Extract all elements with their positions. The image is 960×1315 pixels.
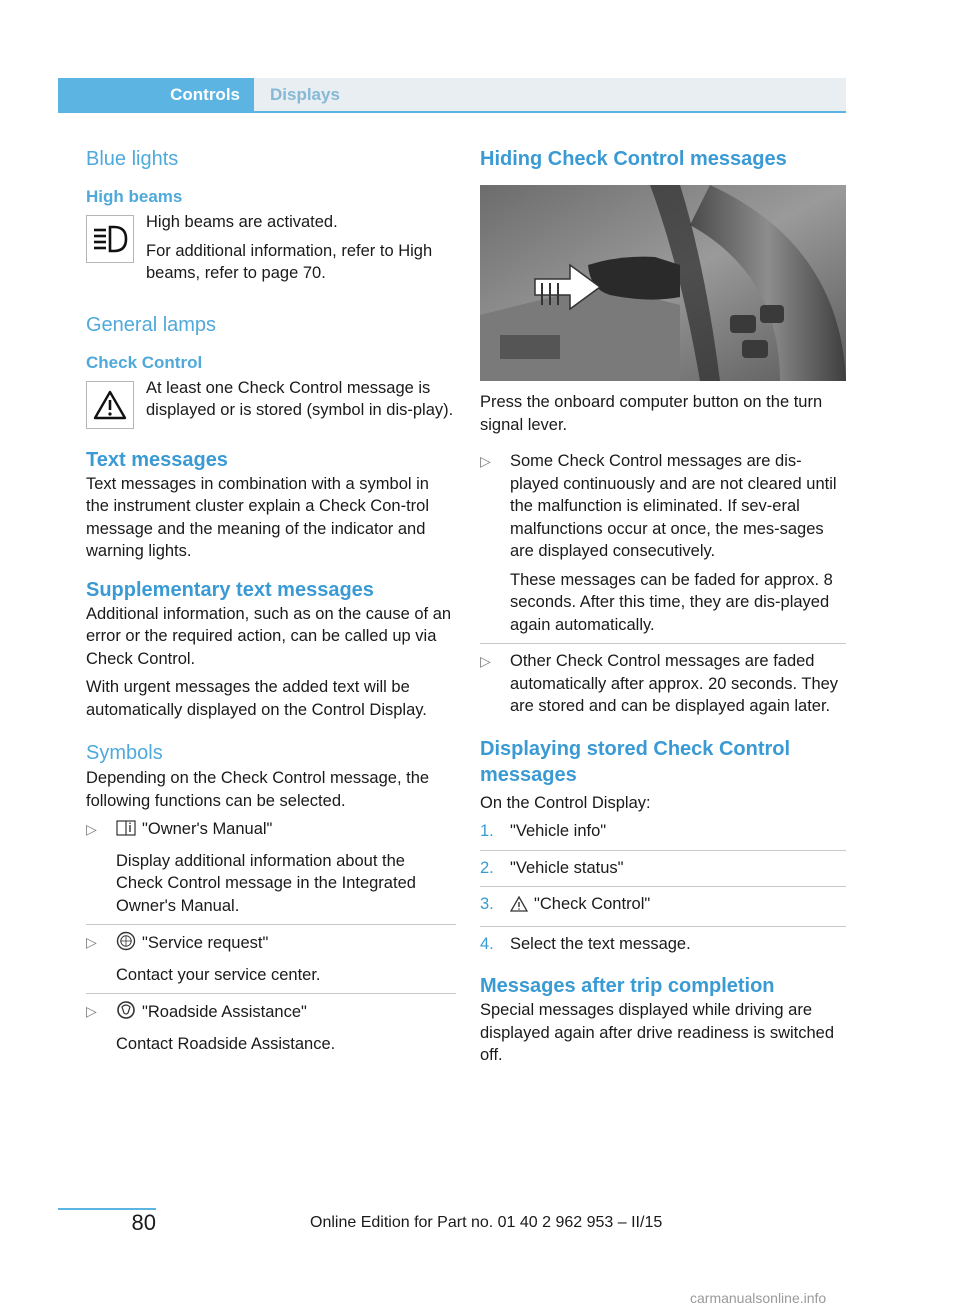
symbols-heading: Symbols bbox=[86, 742, 163, 764]
list-item bbox=[480, 650, 846, 718]
tab-controls[interactable] bbox=[58, 78, 254, 111]
list-item bbox=[86, 931, 456, 986]
watermark: carmanualsonline.info bbox=[690, 1290, 827, 1306]
triangle-bullet-icon: ▷ bbox=[480, 453, 491, 469]
step-number: 2. bbox=[480, 858, 494, 877]
general-lamps-heading: General lamps bbox=[86, 313, 217, 336]
triangle-bullet-icon: ▷ bbox=[86, 1003, 97, 1019]
blue-lights-heading: Blue lights bbox=[86, 148, 179, 170]
list-item bbox=[480, 450, 846, 636]
list-item bbox=[86, 1000, 456, 1055]
right-column bbox=[480, 145, 846, 1067]
step-text: Select the text message. bbox=[510, 934, 691, 953]
triangle-bullet-icon: ▷ bbox=[86, 934, 97, 950]
roadside-assistance-desc: Contact Roadside Assistance. bbox=[116, 1034, 336, 1053]
supplementary-heading: Supplementary text messages bbox=[86, 578, 374, 601]
check-control-heading: Check Control bbox=[86, 352, 203, 372]
step-text: "Vehicle info" bbox=[510, 822, 607, 840]
after-trip-body: Special messages displayed while driving are displayed again after drive readiness is switched off. bbox=[480, 1001, 835, 1064]
owners-manual-label: "Owner's Manual" bbox=[142, 820, 273, 838]
warning-triangle-icon bbox=[86, 381, 134, 429]
list-item bbox=[480, 820, 846, 843]
high-beams-text-2: For additional information, refer to High beams, refer to page 70. bbox=[146, 241, 433, 282]
triangle-bullet-icon: ▷ bbox=[480, 653, 491, 669]
list-item bbox=[480, 893, 846, 919]
supplementary-body-1: Additional information, such as on the cause of an error or the required action, can be called up via Check Control. bbox=[86, 604, 452, 668]
left-column bbox=[86, 145, 456, 1055]
hiding-item-1-text-2: These messages can be faded for approx. 8 seconds. After this time, they are dis-played again automatically. bbox=[510, 570, 833, 634]
text-messages-heading: Text messages bbox=[86, 448, 228, 471]
edition-info: Online Edition for Part no. 01 40 2 962 953 – II/15 bbox=[310, 1214, 663, 1231]
high-beams-text-1: High beams are activated. bbox=[146, 213, 338, 231]
high-beam-icon bbox=[86, 215, 134, 263]
page-number: 80 bbox=[131, 1210, 156, 1235]
hiding-heading: Hiding Check Control messages bbox=[480, 148, 787, 170]
tab-displays[interactable] bbox=[254, 78, 846, 111]
hiding-body: Press the onboard computer button on the turn signal lever. bbox=[480, 393, 823, 434]
hiding-item-2-text: Other Check Control messages are faded automatically after approx. 20 seconds. They are stored and can be displayed again later. bbox=[510, 652, 839, 715]
stored-heading: Displaying stored Check Control messages bbox=[480, 737, 791, 786]
step-number: 3. bbox=[480, 895, 494, 913]
list-item bbox=[86, 818, 456, 917]
step-text: "Check Control" bbox=[534, 895, 651, 913]
after-trip-heading: Messages after trip completion bbox=[480, 975, 775, 997]
high-beams-entry bbox=[86, 213, 456, 291]
hiding-list bbox=[480, 450, 846, 718]
list-item bbox=[480, 933, 846, 956]
hiding-item-1-text: Some Check Control messages are dis-played continuously and are not cleared until the malfunction is eliminated. If sev-eral malfunctions occur at once, the mes-sages are displayed consecutively. bbox=[510, 452, 837, 560]
service-request-desc: Contact your service center. bbox=[116, 965, 321, 984]
high-beams-heading: High beams bbox=[86, 187, 183, 206]
step-number: 4. bbox=[480, 934, 494, 953]
list-item bbox=[480, 857, 846, 880]
owners-manual-desc: Display additional information about the Check Control message in the Integrated Owner's Manual. bbox=[116, 851, 416, 915]
stored-intro: On the Control Display: bbox=[480, 793, 651, 812]
service-request-label: "Service request" bbox=[142, 934, 269, 952]
header-divider bbox=[58, 111, 846, 113]
tab-controls-label: Controls bbox=[170, 84, 240, 104]
symbols-list bbox=[86, 818, 456, 1055]
supplementary-body-2: With urgent messages the added text will be automatically displayed on the Control Display. bbox=[86, 678, 427, 719]
step-text: "Vehicle status" bbox=[510, 858, 624, 877]
check-control-text: At least one Check Control message is displayed or is stored (symbol in dis-play). bbox=[146, 378, 454, 419]
symbols-intro: Depending on the Check Control message, the following functions can be selected. bbox=[86, 769, 430, 810]
step-number: 1. bbox=[480, 822, 494, 840]
warning-triangle-icon bbox=[510, 896, 528, 919]
roadside-assistance-label: "Roadside Assistance" bbox=[142, 1003, 307, 1021]
text-messages-body: Text messages in combination with a symbol in the instrument cluster explain a Check Con-trol message and the meaning of the indicator and warning lights. bbox=[86, 474, 429, 560]
turn-signal-lever-photo bbox=[480, 185, 846, 381]
tab-displays-label: Displays bbox=[270, 84, 340, 104]
check-control-entry bbox=[86, 379, 456, 429]
bmw-service-icon bbox=[116, 931, 136, 958]
triangle-bullet-icon: ▷ bbox=[86, 821, 97, 837]
roadside-assistance-icon bbox=[116, 1000, 136, 1027]
stored-steps bbox=[480, 820, 846, 955]
owners-manual-icon bbox=[116, 819, 136, 844]
